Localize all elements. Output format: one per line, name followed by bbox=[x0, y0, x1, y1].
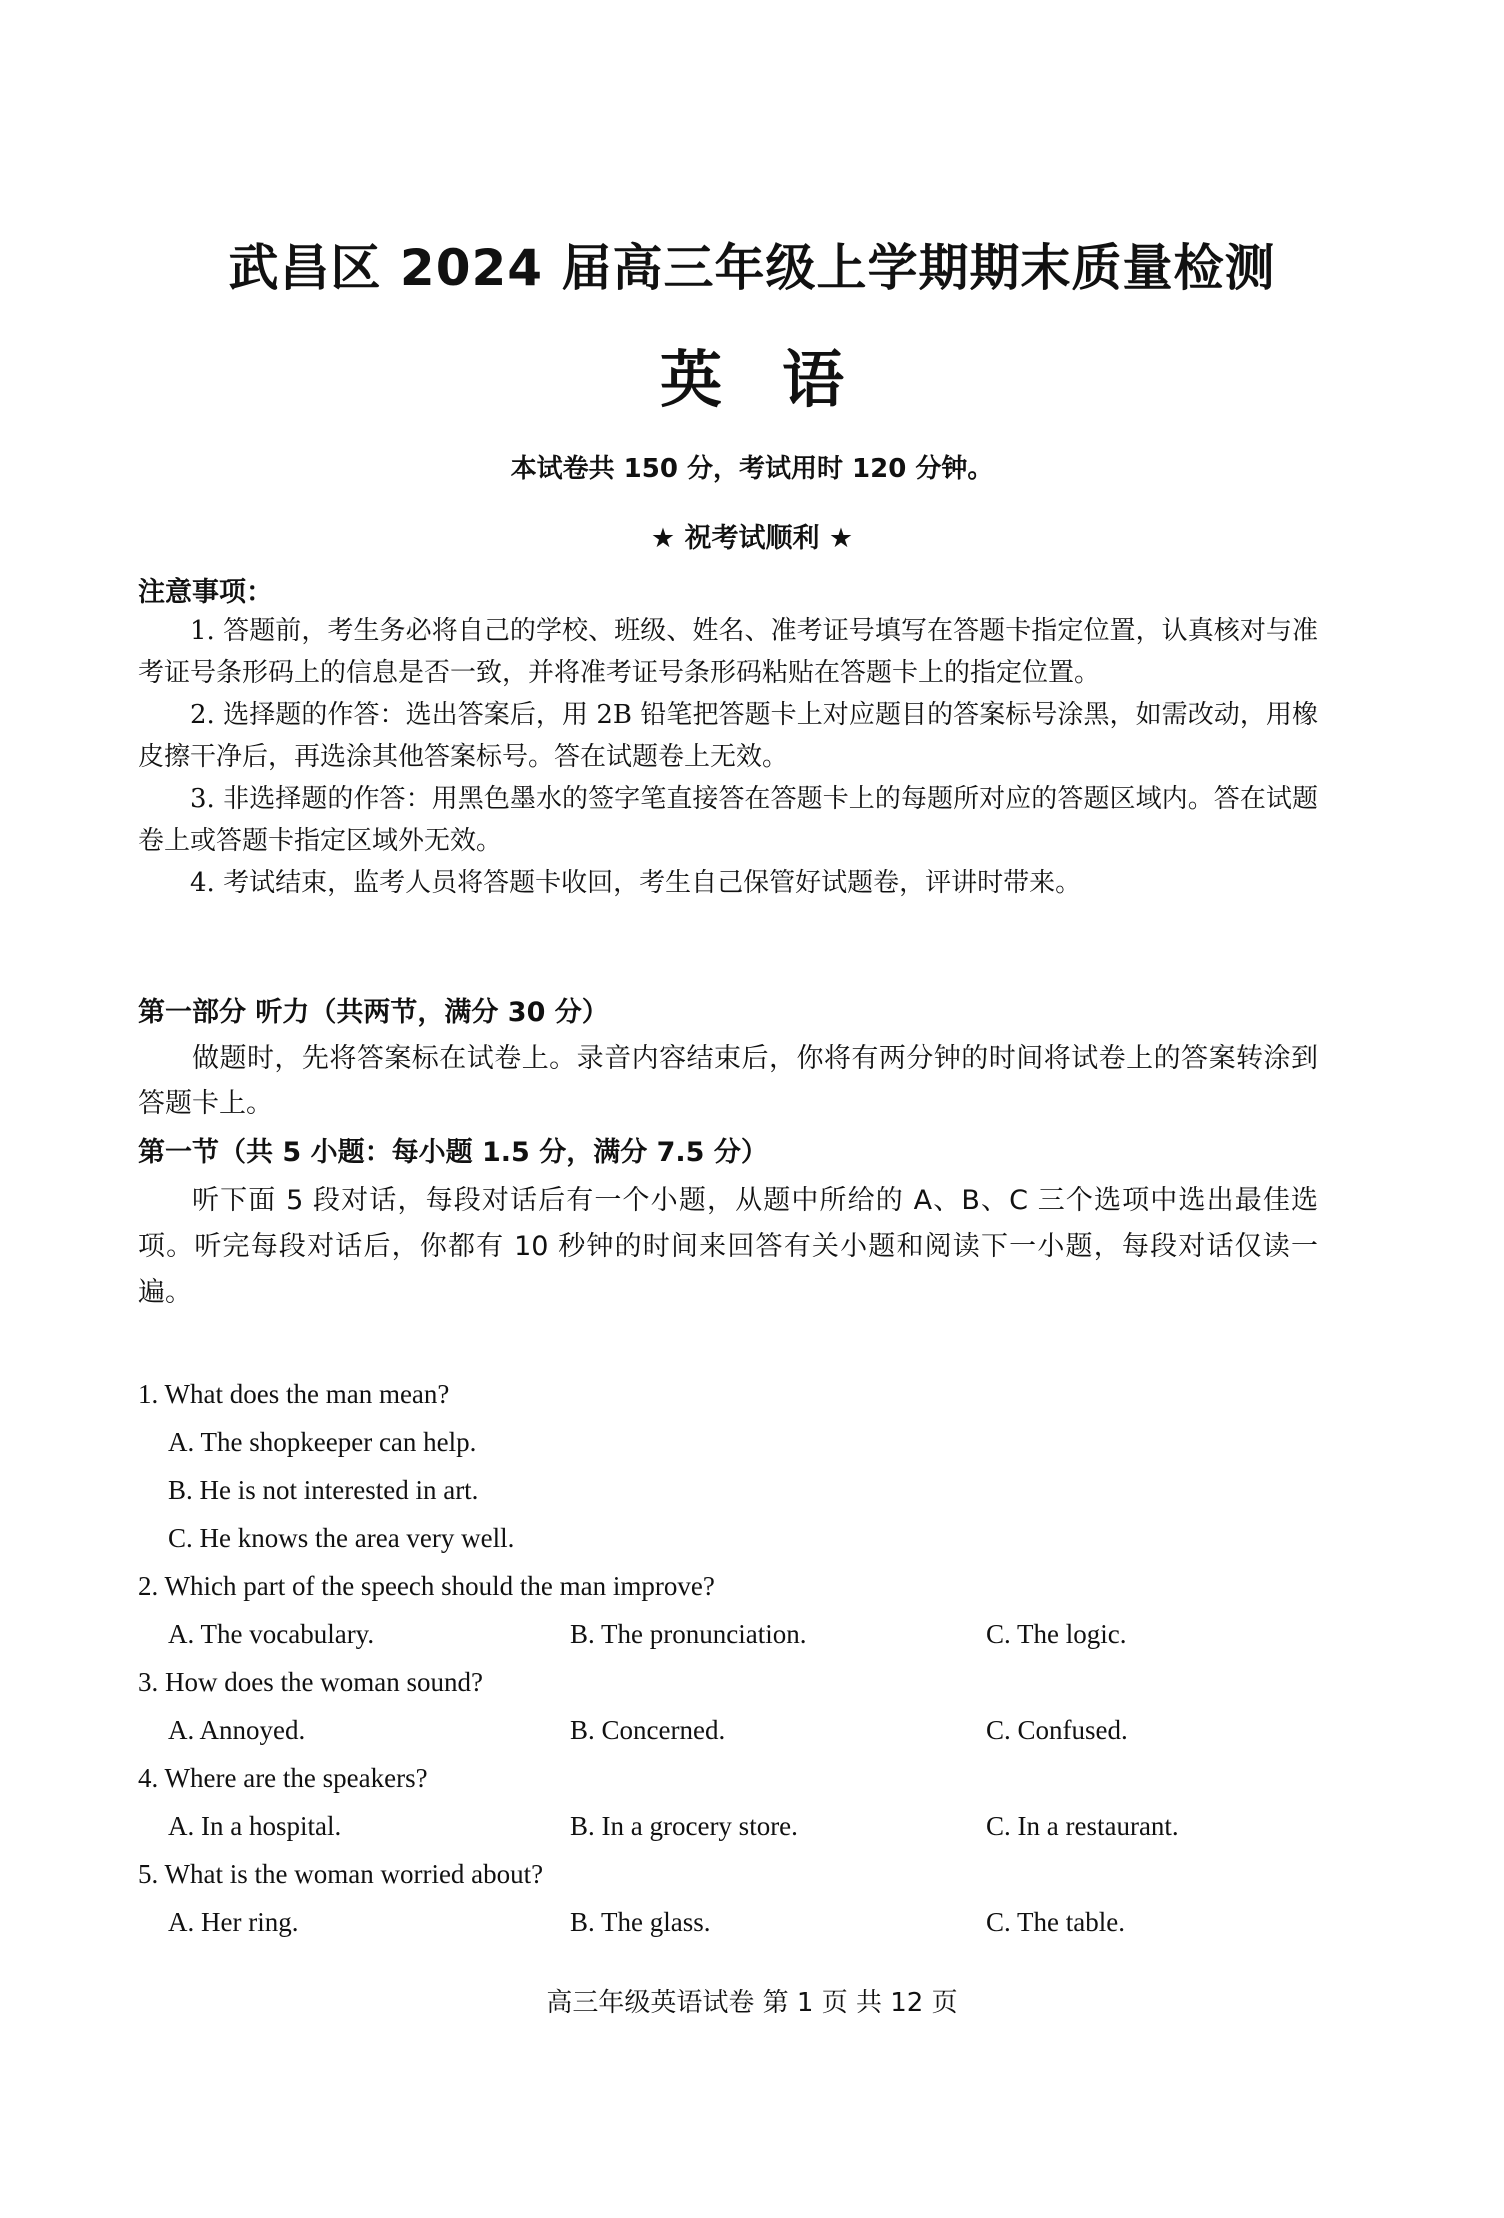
exam-title: 武昌区 2024 届高三年级上学期期末质量检测 bbox=[228, 239, 1276, 297]
question-list bbox=[138, 1370, 1318, 1946]
option-row bbox=[138, 1898, 1318, 1946]
part1-intro: 做题时，先将答案标在试卷上。录音内容结束后，你将有两分钟的时间将试卷上的答案转涂到答题卡上。 bbox=[138, 1043, 1318, 1119]
note-item: 1. 答题前，考生务必将自己的学校、班级、姓名、准考证号填写在答题卡指定位置，认真核对与准考证号条形码上的信息是否一致，并将准考证号条形码粘贴在答题卡上的指定位置。 bbox=[138, 616, 1318, 688]
option-c: C. He knows the area very well. bbox=[168, 1523, 515, 1553]
option-a: A. The shopkeeper can help. bbox=[168, 1427, 477, 1457]
option-b: B. The glass. bbox=[570, 1907, 711, 1937]
part1-heading: 第一部分 听力（共两节，满分 30 分） bbox=[138, 997, 609, 1028]
exam-info: 本试卷共 150 分，考试用时 120 分钟。 bbox=[510, 454, 994, 484]
page-footer: 高三年级英语试卷 第 1 页 共 12 页 bbox=[546, 1988, 958, 2018]
section1-intro: 听下面 5 段对话，每段对话后有一个小题，从题中所给的 A、B、C 三个选项中选出最佳选项。听完每段对话后，你都有 10 秒钟的时间来回答有关小题和阅读下一小题，每段对话仅读一遍。 bbox=[138, 1185, 1318, 1308]
option-row bbox=[138, 1802, 1318, 1850]
option-row bbox=[138, 1610, 1318, 1658]
option-b: B. Concerned. bbox=[570, 1715, 726, 1745]
option-b: B. In a grocery store. bbox=[570, 1811, 798, 1841]
note-item: 2. 选择题的作答：选出答案后，用 2B 铅笔把答题卡上对应题目的答案标号涂黑，如需改动，用橡皮擦干净后，再选涂其他答案标号。答在试题卷上无效。 bbox=[138, 700, 1318, 772]
option-c: C. Confused. bbox=[986, 1715, 1128, 1745]
option-a: A. Her ring. bbox=[168, 1907, 299, 1937]
blessing-line: ★ 祝考试顺利 ★ bbox=[650, 523, 854, 554]
option-b: B. The pronunciation. bbox=[570, 1619, 807, 1649]
question-stem: 1. What does the man mean? bbox=[138, 1379, 450, 1409]
option-row bbox=[138, 1706, 1318, 1754]
option-b: B. He is not interested in art. bbox=[168, 1475, 479, 1505]
notes-heading: 注意事项： bbox=[138, 577, 273, 608]
notes-list bbox=[138, 610, 1318, 904]
option-c: C. The logic. bbox=[986, 1619, 1127, 1649]
note-item: 3. 非选择题的作答：用黑色墨水的签字笔直接答在答题卡上的每题所对应的答题区域内。答在试题卷上或答题卡指定区域外无效。 bbox=[138, 784, 1318, 856]
question-stem: 2. Which part of the speech should the man improve? bbox=[138, 1571, 715, 1601]
section1-heading: 第一节（共 5 小题：每小题 1.5 分，满分 7.5 分） bbox=[138, 1137, 768, 1168]
option-a: A. The vocabulary. bbox=[168, 1619, 375, 1649]
option-a: A. Annoyed. bbox=[168, 1715, 306, 1745]
question-stem: 5. What is the woman worried about? bbox=[138, 1859, 544, 1889]
note-item: 4. 考试结束，监考人员将答题卡收回，考生自己保管好试题卷，评讲时带来。 bbox=[190, 868, 1082, 898]
option-c: C. The table. bbox=[986, 1907, 1125, 1937]
question-stem: 3. How does the woman sound? bbox=[138, 1667, 483, 1697]
option-a: A. In a hospital. bbox=[168, 1811, 342, 1841]
option-c: C. In a restaurant. bbox=[986, 1811, 1179, 1841]
subject-title: 英语 bbox=[659, 343, 904, 416]
question-stem: 4. Where are the speakers? bbox=[138, 1763, 428, 1793]
